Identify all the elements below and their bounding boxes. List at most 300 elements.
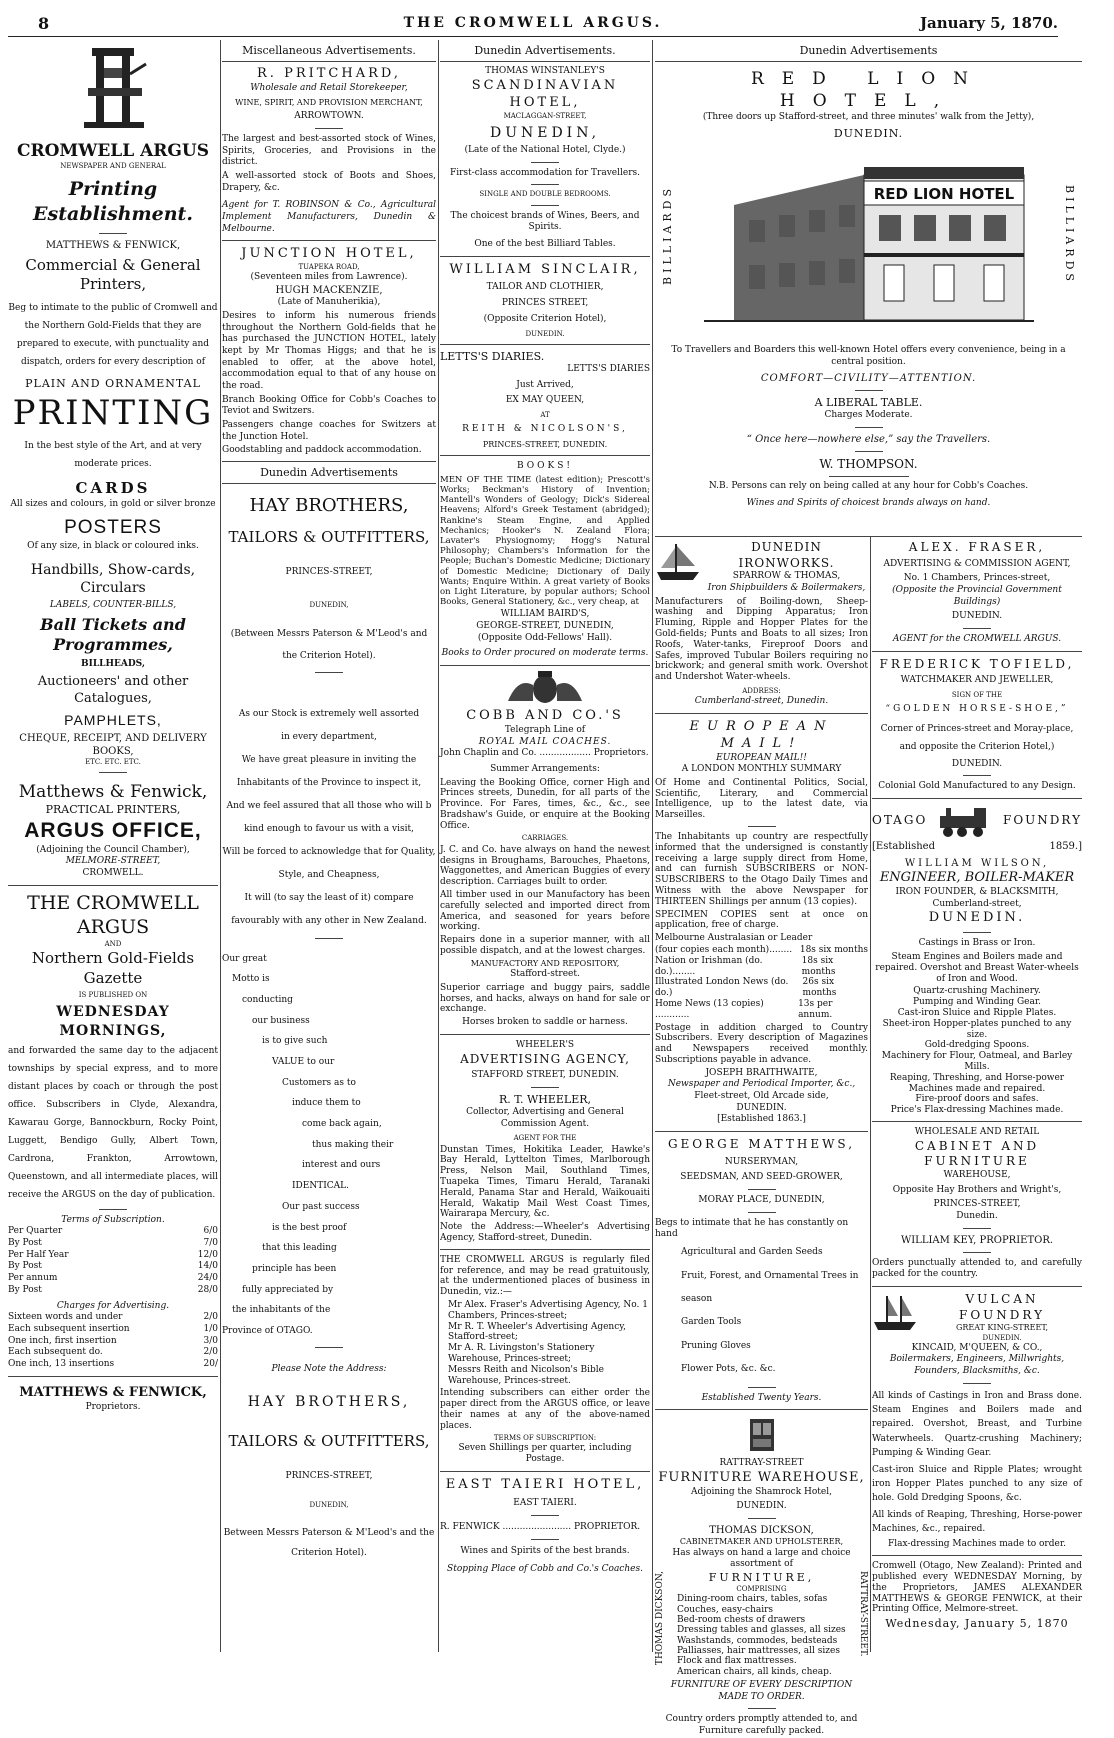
text: Superior carriage and buggy pairs, saddle horses, and hacks, always on hand for sale or exchange. — [440, 982, 650, 1015]
divider — [748, 1189, 776, 1190]
divider — [655, 713, 868, 714]
text: Opposite Hay Brothers and Wright's, — [892, 1184, 1062, 1195]
text: THE CROMWELL ARGUS is regularly filed for reference, and may be read gratuitously, at the undermentioned places of business in Dunedin, viz.:— — [440, 1254, 650, 1298]
text: Note the Address:—Wheeler's Advertising Agency, Stafford-street, Dunedin. — [440, 1222, 650, 1243]
text: Agent for T. ROBINSON & Co., Agricultural Implement Manufacturers, Dunedin & Melbourne. — [222, 200, 436, 234]
text: A LIBERAL TABLE. — [814, 395, 923, 409]
text: (Seventeen miles from Lawrence). — [250, 272, 408, 283]
text: Beg to intimate to the public of Cromwell and the Northern Gold-Fields that they are prepared to execute, with punctuality and dispatch, orders for every description of — [8, 302, 218, 367]
rate-label: Per annum — [8, 1273, 58, 1284]
heading: Printing Establishment. — [33, 178, 193, 225]
section-head: Miscellaneous Advertisements. — [222, 40, 436, 62]
text: Boilermakers, Engineers, Millwrights, Founders, Blacksmiths, &c. — [889, 1354, 1065, 1376]
subheading: Terms of Subscription. — [61, 1214, 165, 1225]
text: AT — [540, 410, 550, 419]
list-item: our business — [252, 1015, 310, 1026]
text: WINE, SPIRIT, AND PROVISION MERCHANT, — [235, 97, 423, 107]
foundry-list — [872, 986, 1082, 1116]
rate-label: Each subsequent do. — [8, 1347, 103, 1358]
text: Mr A. R. Livingston's Stationery Warehouse, Princes-street; — [448, 1343, 595, 1364]
text: THOMAS WINSTANLEY'S — [485, 66, 605, 77]
rate-value: 2/0 — [203, 1312, 218, 1323]
list-item: Our great — [222, 953, 267, 964]
ad-title: FOUNDRY — [1003, 813, 1082, 828]
rate-row — [8, 1226, 218, 1238]
text: Manufacturers of Boiling-down, Sheep-washing and Dipping Apparatus; Iron Fluming, Ripple and Hopper Plates for the Gold-fields; Punts and Boats to all sizes; Iron Roofs, Water-tanks, Fireproof Doors and Safes, improved Tubular Boilers requiring no brickwork; and general smith work. Overshot and Undershot Water-wheels. — [655, 596, 868, 683]
divider — [748, 1518, 776, 1519]
text: Colonial Gold Manufactured to any Design. — [878, 781, 1076, 792]
text: All kinds of Reaping, Threshing, Horse-power Machines, &c., repaired. — [872, 1509, 1082, 1535]
list-item: Garden Tools — [681, 1317, 742, 1328]
column-rule — [220, 40, 221, 1652]
heading: POSTERS — [64, 517, 162, 539]
column-misc-ads — [222, 40, 436, 1652]
list-item: fully appreciated by — [242, 1284, 334, 1295]
imprint-date: Wednesday, January 5, 1870 — [885, 1617, 1069, 1631]
text: SEEDSMAN, AND SEED-GROWER, — [680, 1172, 843, 1183]
text: [Established — [872, 841, 936, 853]
ad-title: ALEX. FRASER, — [908, 540, 1046, 554]
text: Stopping Place of Cobb and Co.'s Coaches. — [447, 1563, 643, 1574]
text: MORAY PLACE, DUNEDIN, — [698, 1195, 825, 1206]
ad-title: TAILORS & OUTFITTERS, — [228, 527, 430, 546]
rate-label: By Post — [8, 1284, 42, 1295]
text: (Late of Manuherikia), — [277, 297, 381, 308]
text: CHEQUE, RECEIPT, AND DELIVERY BOOKS, — [19, 732, 207, 757]
text: (Opposite the Provincial Government Buildings) — [892, 584, 1062, 607]
text: We have great pleasure in inviting the Inhabitants of the Province to inspect it, — [236, 755, 422, 789]
text: ROYAL MAIL COACHES. — [478, 736, 612, 747]
text: Established Twenty Years. — [701, 1392, 822, 1403]
heading: CARDS — [75, 479, 151, 498]
text: R. FENWICK ........................ PROPRIETOR. — [440, 1521, 641, 1532]
text: ARROWTOWN. — [294, 111, 364, 122]
text: Will be forced to acknowledge that for Quality, Style, and Cheapness, — [222, 846, 436, 880]
divider — [872, 651, 1082, 652]
list-item: thus making their — [312, 1139, 394, 1150]
text: R. T. WHEELER, — [498, 1092, 592, 1106]
hotel-sign: RED LION HOTEL — [873, 185, 1014, 204]
hotel-building-icon — [704, 145, 1034, 325]
text: JOSEPH BRAITHWAITE, — [705, 1067, 818, 1078]
list-item: Flock and flax mattresses. — [677, 1656, 797, 1667]
ad-title: R. PRITCHARD, — [257, 66, 401, 82]
text: DUNEDIN. — [833, 127, 904, 141]
text: DUNEDIN, — [309, 600, 349, 609]
text: (Three doors up Stafford-street, and three minutes' walk from the Jetty), — [702, 112, 1035, 123]
list-item: Cast-iron Sluice and Ripple Plates. — [897, 1007, 1057, 1018]
text: Country orders promptly attended to, and Furniture carefully packed. — [665, 1714, 858, 1737]
divider — [440, 1034, 650, 1035]
text: WHEELER'S — [515, 1039, 575, 1050]
list-item: Gold-dredging Spoons. — [924, 1040, 1030, 1051]
heading: THE CROMWELL ARGUS — [27, 891, 199, 939]
text: Desires to inform his numerous friends throughout the Northern Gold-fields that he has purchased the JUNCTION HOTEL, lately kept by Mr Thomas Higgs; and that he is enabled to offer, at the above hotel, accommodation equal to that of any house on the road. — [222, 310, 436, 391]
rate-value: 26s six months — [802, 977, 837, 999]
list-item: Pumping and Winding Gear. — [912, 997, 1042, 1008]
ad-title: GEORGE MATTHEWS, — [667, 1137, 856, 1152]
text: MANUFACTORY AND REPOSITORY, — [470, 958, 620, 968]
text: Wines and Spirits of the best brands. — [460, 1546, 630, 1557]
ad-title: HAY BROTHERS, — [249, 495, 409, 517]
list-item: Sheet-iron Hopper-plates punched to any size. — [882, 1018, 1072, 1040]
divider — [855, 427, 883, 428]
text: “GOLDEN HORSE-SHOE,” — [885, 704, 1069, 715]
text: No. 1 Chambers, Princes-street, — [903, 573, 1051, 584]
column-argus-printing — [8, 40, 218, 1652]
text: Horses broken to saddle or harness. — [462, 1017, 628, 1028]
rate-label: Home News (13 copies) ............ — [655, 998, 764, 1020]
text: Orders punctually attended to, and carefully packed for the country. — [872, 1257, 1082, 1280]
list-item: Reaping, Threshing, and Horse-power Machines made and repaired. — [889, 1072, 1065, 1094]
divider — [531, 162, 559, 163]
text: One of the best Billiard Tables. — [474, 238, 616, 249]
list-item: Couches, easy-chairs — [677, 1604, 774, 1615]
newspaper-title: THE CROMWELL ARGUS. — [403, 15, 663, 31]
hotel-illustration — [655, 145, 1082, 345]
text: MACLAGGAN-STREET, — [503, 111, 587, 120]
text: Iron Shipbuilders & Boilermakers, — [707, 582, 866, 593]
list-item: interest and ours — [302, 1160, 381, 1171]
text: PRINCES-STREET, — [933, 1199, 1021, 1210]
list-item: Agricultural and Garden Seeds — [681, 1247, 823, 1258]
text: DUNEDIN. — [951, 758, 1003, 769]
text: WILLIAM WILSON, — [904, 858, 1050, 870]
text: Fleet-street, Old Arcade side, — [694, 1091, 829, 1102]
text: Mr R. T. Wheeler's Advertising Agency, Stafford-street; — [448, 1321, 626, 1343]
rate-label: Per Quarter — [8, 1226, 63, 1237]
text: All timber used in our Manufactory has been carefully selected and imported direct from America, and seasoned for years before working. — [440, 889, 650, 933]
rate-row — [655, 999, 868, 1021]
divider — [829, 476, 909, 477]
text: (Opposite Odd-Fellows' Hall). — [477, 632, 613, 643]
text: First-class accommodation for Travellers. — [450, 167, 640, 178]
text: Intending subscribers can either order the paper direct from the ARGUS office, or leave their names at any of the above-named places. — [440, 1388, 650, 1431]
text: Messrs Reith and Nicolson's Bible Warehouse, Princes-street. — [448, 1364, 604, 1386]
text: And we feel assured that all those who will b kind enough to favour us with a visit, — [226, 800, 432, 834]
text: Postage in addition charged to Country Subscribers. Every description of Magazines and Newspapers received monthly. Subscriptions payable in advance. — [655, 1022, 868, 1065]
divider — [655, 1131, 868, 1132]
text: J. C. and Co. have always on hand the newest designs in Broughams, Barouches, Phaetons, Waggonettes, and American Buggies of every description. Carriages built to order. — [440, 844, 650, 888]
text: WILLIAM KEY, PROPRIETOR. — [900, 1234, 1054, 1246]
text: DUNEDIN. — [951, 611, 1003, 622]
masthead — [8, 14, 1058, 37]
divider — [963, 1228, 991, 1229]
list-item: IDENTICAL. — [292, 1181, 349, 1192]
text: and forwarded the same day to the adjacent townships by special express, and to more distant places by coach or through the post office. Subscribers in Clyde, Alexandra, Kawarau Gorge, Bannockburn, Rocky Point, Luggett, Bendigo Gully, Albert Town, Cardrona, Frankton, Arrowtown, Queenstown, and all intermediate places, will receive the ARGUS on the day of publication. — [8, 1045, 218, 1200]
rate-value: 3/0 — [203, 1335, 218, 1346]
list-item: conducting — [242, 994, 293, 1005]
ad-title: TAILORS & OUTFITTERS, — [228, 1431, 430, 1450]
list-item: Dining-room chairs, tables, sofas — [677, 1594, 828, 1605]
subheading: NEWSPAPER AND GENERAL — [60, 162, 166, 171]
text: EAST TAIERI. — [513, 1497, 577, 1508]
text: (Opposite Criterion Hotel), — [483, 313, 607, 324]
text: IRON FOUNDER, & BLACKSMITH, — [895, 887, 1059, 898]
divider — [963, 932, 991, 933]
text: Goodstabling and paddock accommodation. — [222, 445, 422, 456]
printing-press-icon — [78, 44, 148, 134]
ad-title: ENGINEER, BOILER-MAKER — [879, 870, 1075, 886]
divider — [748, 1212, 776, 1213]
text: Repairs done in a superior manner, with all possible dispatch, and at the lowest charges. — [440, 935, 650, 956]
text: Cumberland-street, — [932, 898, 1022, 909]
text: ETC. ETC. ETC. — [85, 757, 141, 766]
text: In the best style of the Art, and at very moderate prices. — [24, 441, 202, 470]
heading: CROMWELL ARGUS — [16, 141, 210, 161]
rate-label: (four copies each month)........ — [655, 944, 793, 955]
text: PRINCES STREET, — [501, 298, 589, 309]
heading: Ball Tickets and Programmes, — [40, 614, 186, 655]
text: Castings in Brass or Iron. — [918, 938, 1036, 949]
text: Seven Shillings per quarter, including Postage. — [458, 1442, 632, 1465]
list-item: is the best proof — [272, 1222, 347, 1233]
text: RATTRAY-STREET — [719, 1458, 804, 1469]
mail-rates — [655, 945, 868, 1021]
divider — [531, 184, 559, 185]
ad-title: LETTS'S DIARIES. — [440, 349, 545, 363]
text: The largest and best-assorted stock of Wines, Spirits, Groceries, and Provisions in the district. — [222, 133, 436, 168]
text: DUNEDIN. — [982, 1333, 1022, 1342]
list-item: the inhabitants of the — [232, 1305, 331, 1316]
divider — [315, 128, 343, 129]
column-rule — [870, 536, 871, 1652]
ad-title: WILLIAM SINCLAIR, — [449, 261, 641, 277]
divider — [315, 1347, 343, 1348]
list-item: Province of OTAGO. — [222, 1325, 313, 1336]
list-item: come back again, — [302, 1119, 382, 1130]
divider — [440, 455, 650, 456]
list-item: Flower Pots, &c. &c. — [681, 1364, 776, 1375]
text: N.B. Persons can rely on being called at any hour for Cobb's Coaches. — [708, 481, 1029, 492]
text: Melbourne Australasian or Leader — [655, 933, 813, 944]
heading: Handbills, Show-cards, Circulars — [30, 561, 196, 596]
text: NURSERYMAN, — [724, 1156, 799, 1167]
text: GREAT KING-STREET, — [955, 1323, 1049, 1333]
divider — [315, 938, 343, 939]
text: (Between Messrs Paterson & M'Leod's and the Criterion Hotel). — [230, 629, 428, 661]
rate-row — [8, 1359, 218, 1371]
list-item: Pruning Gloves — [681, 1340, 751, 1351]
text: Newspaper and Periodical Importer, &c., — [667, 1079, 856, 1090]
ad-title: FREDERICK TOFIELD, — [879, 656, 1075, 671]
list-item: American chairs, all kinds, cheap. — [677, 1666, 832, 1677]
text: EX MAY QUEEN, — [505, 395, 585, 406]
text: DUNEDIN. — [525, 329, 565, 338]
divider — [855, 390, 883, 391]
text: CABINETMAKER AND UPHOLSTERER, — [679, 1537, 844, 1547]
text: LABELS, COUNTER-BILLS, — [49, 599, 177, 610]
ad-title: COBB AND CO.'S — [466, 708, 624, 724]
furniture-list — [671, 1594, 852, 1677]
rate-label: One inch, first insertion — [8, 1335, 117, 1346]
text: AGENT FOR THE — [513, 1133, 577, 1142]
billiards-label: BILLIARDS — [1063, 185, 1076, 286]
text: 1859.] — [1049, 841, 1082, 853]
ad-title: RED LION HOTEL, — [750, 69, 987, 112]
rate-value: 20/ — [203, 1358, 218, 1369]
divider — [440, 1471, 650, 1472]
divider — [963, 1383, 991, 1384]
divider — [872, 1555, 1082, 1556]
ad-title: JUNCTION HOTEL, — [241, 246, 417, 262]
section-head: Dunedin Advertisements — [655, 40, 1082, 62]
divider — [531, 1515, 559, 1516]
imprint: Cromwell (Otago, New Zealand): Printed and published every WEDNESDAY Morning, by the Proprietors, JAMES ALEXANDER MATTHEWS & GEORGE FENWICK, at their Printing Office, Melmore-street. — [872, 1561, 1082, 1615]
list-item: Fire-proof doors and safes. — [915, 1094, 1039, 1105]
text: Proprietors. — [85, 1401, 141, 1412]
heading: Auctioneers' and other Catalogues, — [37, 673, 189, 706]
divider — [440, 256, 650, 257]
text: KINCAID, M'QUEEN, & CO., — [911, 1342, 1043, 1353]
rate-value: 24/0 — [197, 1273, 218, 1284]
locomotive-icon — [930, 804, 1000, 838]
divider — [872, 1286, 1082, 1287]
section-head: Dunedin Advertisements. — [440, 40, 650, 62]
rate-row — [8, 1250, 218, 1262]
text: Books to Order procured on moderate terms. — [441, 648, 649, 659]
charges-table — [8, 1312, 218, 1370]
text: Wines and Spirits of choicest brands always on hand. — [746, 498, 991, 509]
heading: MATTHEWS & FENWICK, — [19, 1384, 207, 1400]
rate-value: 12/0 — [197, 1249, 218, 1260]
text: The choicest brands of Wines, Beers, and Spirits. — [450, 210, 640, 233]
ad-title: DUNEDIN IRONWORKS. — [738, 540, 835, 570]
rate-label: Nation or Irishman (do. do.)........ — [655, 955, 763, 977]
rate-label: Per Half Year — [8, 1249, 69, 1260]
text: FURNITURE, — [708, 1570, 815, 1584]
divider — [531, 205, 559, 206]
ad-title: BOOKS! — [516, 461, 574, 472]
text: Corner of Princes-street and Moray-place, and opposite the Criterion Hotel,) — [880, 723, 1074, 752]
text: STAFFORD STREET, DUNEDIN. — [471, 1070, 619, 1081]
text: GEORGE-STREET, DUNEDIN, — [476, 620, 614, 631]
ad-title: CABINET AND FURNITURE — [914, 1138, 1040, 1169]
rate-row — [8, 1285, 218, 1297]
rate-value: 14/0 — [197, 1261, 218, 1272]
ad-title: EUROPEAN MAIL! — [689, 718, 834, 751]
text: PRINCES-STREET, — [285, 567, 373, 578]
text: Wholesale and Retail Storekeeper, — [250, 83, 408, 94]
text: FURNITURE OF EVERY DESCRIPTION MADE TO ORDER. — [670, 1680, 853, 1702]
text: COMFORT—CIVILITY—ATTENTION. — [760, 372, 977, 384]
text: ADDRESS: — [742, 686, 781, 695]
list-item: Our past success — [282, 1201, 360, 1212]
text: A well-assorted stock of Boots and Shoes, Drapery, &c. — [222, 171, 436, 193]
text: Charges Moderate. — [824, 410, 913, 421]
text: PRINCES-STREET, — [285, 1471, 373, 1482]
side-label: THOMAS DICKSON, — [655, 1570, 665, 1665]
rate-value: 28/0 — [197, 1284, 218, 1295]
text: All kinds of Castings in Iron and Brass done. Steam Engines and Boilers made and repaired. Overshot, Breast, and Turbine Waterwheels. Quartz-crushing Machinery; Pumping & Winding Gear. — [872, 1390, 1082, 1459]
ad-title: ADVERTISING AGENCY, — [460, 1051, 630, 1066]
column-dunedin-ads — [440, 40, 650, 1652]
text: PLAIN AND ORNAMENTAL — [25, 376, 201, 390]
text: To Travellers and Boarders this well-known Hotel offers every convenience, being in a central position. — [671, 345, 1066, 368]
heading: WEDNESDAY MORNINGS, — [56, 1004, 170, 1039]
ad-title: FURNITURE WAREHOUSE, — [658, 1469, 865, 1485]
rate-value: 7/0 — [203, 1238, 218, 1249]
list-item: Bed-room chests of drawers — [677, 1614, 806, 1625]
text: WHOLESALE AND RETAIL — [914, 1126, 1040, 1137]
divider — [872, 798, 1082, 799]
rate-row — [655, 956, 868, 978]
rate-value: 6/0 — [203, 1226, 218, 1237]
rate-row — [655, 977, 868, 999]
text: [Established 1863.] — [717, 1114, 806, 1125]
side-label: RATTRAY-STREET. — [858, 1570, 868, 1657]
text: Begs to intimate that he has constantly on hand — [655, 1217, 849, 1240]
rate-value: 18s six months — [799, 944, 868, 955]
ship-icon — [655, 540, 701, 584]
text: PRACTICAL PRINTERS, — [45, 803, 181, 817]
text: WILLIAM BAIRD'S, — [500, 609, 590, 620]
divider — [8, 1376, 218, 1377]
heading: Matthews & Fenwick, — [18, 782, 208, 803]
text: THOMAS DICKSON, — [709, 1525, 814, 1537]
heading: Northern Gold-Fields Gazette — [31, 949, 195, 987]
text: CARRIAGES. — [521, 833, 569, 842]
ship-icon — [872, 1292, 918, 1334]
text: Of Home and Continental Politics, Social, Scientific, Literary, and Commercial Intelligence, up to the latest date, via Marseilles. — [655, 777, 868, 821]
text: Branch Booking Office for Cobb's Coaches to Teviot and Switzers. — [222, 394, 436, 417]
heading: PAMPHLETS, — [64, 711, 162, 728]
text: HUGH MACKENZIE, — [275, 285, 383, 297]
text: DUNEDIN. — [736, 1501, 787, 1512]
text: Collector, Advertising and General Commission Agent. — [466, 1107, 624, 1129]
rate-label: Each subsequent insertion — [8, 1323, 130, 1334]
list-item: Quartz-crushing Machinery. — [913, 986, 1041, 997]
rate-label: One inch, 13 insertions — [8, 1358, 115, 1369]
rate-value: 2/0 — [203, 1347, 218, 1358]
text: SIGN OF THE — [951, 691, 1003, 699]
text: Passengers change coaches for Switzers at the Junction Hotel. — [222, 420, 436, 442]
divider — [748, 1708, 776, 1709]
divider — [440, 344, 650, 345]
text: AND — [104, 940, 122, 949]
text: in every department, — [281, 732, 377, 743]
text: Dunstan Times, Hokitika Leader, Hawke's Bay Herald, Lyttelton Times, Marlborough Press, Nelson Mail, Southland Times, Tuapeka Times, Timaru Herald, Taranaki Herald, Panama Star and Herald, Waikouaiti Herald, Wakatip Mail West Coast Times, Wairarapa Mercury, &c. — [440, 1144, 650, 1220]
text: REITH & NICOLSON'S, — [462, 424, 628, 435]
column-ironworks-mail-furniture — [655, 540, 868, 1737]
divider — [963, 775, 991, 776]
ad-title: EAST TAIERI HOTEL, — [445, 1477, 645, 1492]
list-item: principle has been — [252, 1263, 337, 1274]
list-item: Palliasses, hair mattresses, all sizes — [677, 1646, 840, 1657]
list-item: Machinery for Flour, Oatmeal, and Barley Mills. — [881, 1051, 1073, 1072]
divider — [855, 451, 883, 452]
rate-row — [8, 1261, 218, 1273]
column-rule — [438, 40, 439, 1652]
billiards-label: BILLIARDS — [661, 185, 674, 286]
text: Mr Alex. Fraser's Advertising Agency, No. 1 Chambers, Princes-street; — [448, 1299, 648, 1321]
royal-arms-icon — [500, 671, 590, 705]
divider — [440, 1249, 650, 1250]
ad-title: SCANDINAVIAN HOTEL, — [471, 77, 619, 110]
text: SPECIMEN COPIES sent at once on application, free of charge. — [655, 909, 868, 931]
text: AGENT for the CROMWELL ARGUS. — [892, 634, 1062, 645]
text: Flax-dressing Machines made to order. — [888, 1538, 1066, 1549]
list-item: Customers as to — [282, 1077, 356, 1088]
text: Steam Engines and Boilers made and repaired. Overshot and Breast Water-wheels of Iron and Wood. — [875, 952, 1079, 984]
rate-row — [8, 1238, 218, 1250]
divider — [963, 1252, 991, 1253]
text: ADVERTISING & COMMISSION AGENT, — [883, 558, 1071, 569]
list-item: VALUE to our — [272, 1057, 335, 1068]
text: MEN OF THE TIME (latest edition); Prescott's Works; Beckman's History of Invention; Mantell's Wonders of Geology; Dick's Sidereal Heavens; Alford's Greek Testament (abridged); Rankine's Steam Engine, and Applied Mechanics; Hooker's N. Zealand Flora; Lavater's Physiognomy; Hogg's Natural Philosophy; Chambers's Information for the People; Buchan's Domestic Medicine; Dictionary of Domestic Medicine; Dictionary of Daily Wants; Enquire Within. A great variety of Books on Light Literature, by popular authors; School Books, General Stationery, &c., very cheap, at — [440, 474, 650, 608]
divider — [99, 772, 127, 773]
divider — [8, 885, 218, 886]
